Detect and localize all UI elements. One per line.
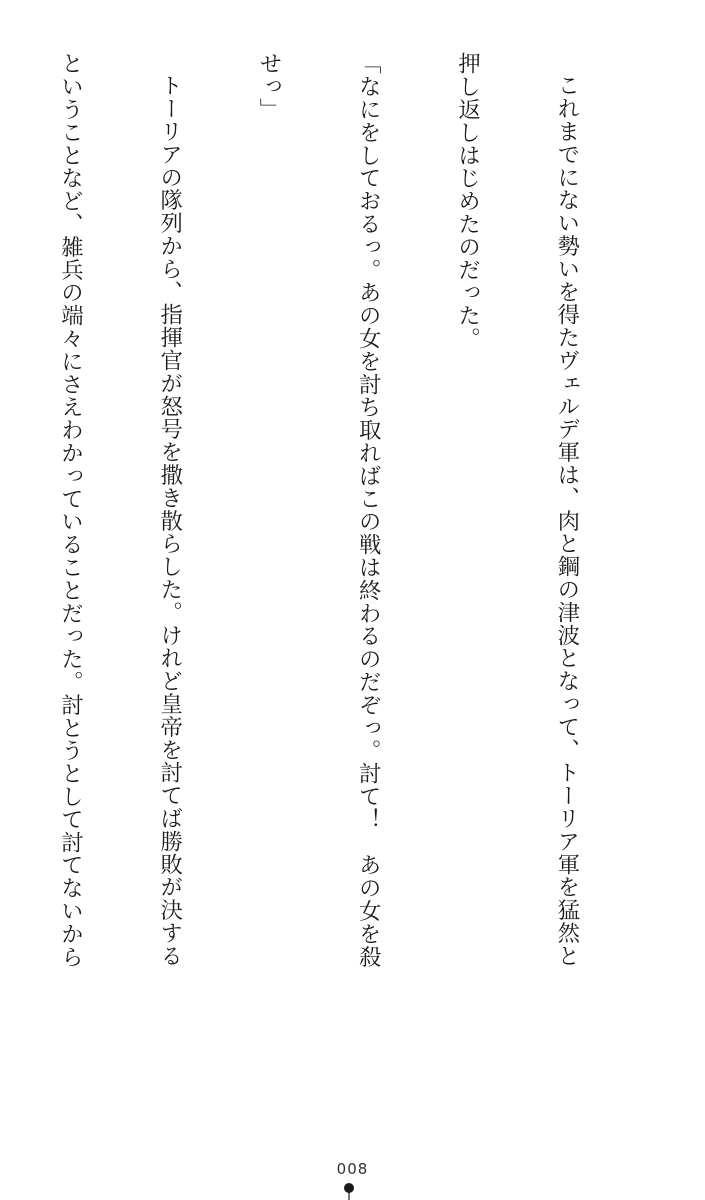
text-line: ということなど、雑兵の端々にさえわかっていることだった。討とうとして討てないから xyxy=(57,52,84,968)
page-number: 008 xyxy=(336,1160,369,1178)
text-line: せっ」 xyxy=(255,52,282,121)
text-line: 「なにをしておるっ。あの女を討ち取ればこの戦は終わるのだぞっ。討て！ あの女を殺 xyxy=(355,52,382,968)
body-text xyxy=(0,52,649,992)
page-marker-icon xyxy=(343,1182,355,1200)
text-line: トーリアの隊列から、指揮官が怒号を撒き散らした。けれど皇帝を討てば勝敗が決する xyxy=(156,74,183,968)
text-line: 押し返しはじめたのだった。 xyxy=(454,52,481,350)
text-line: これまでにない勢いを得たヴェルデ軍は、肉と鋼の津波となって、トーリア軍を猛然と xyxy=(553,74,580,968)
